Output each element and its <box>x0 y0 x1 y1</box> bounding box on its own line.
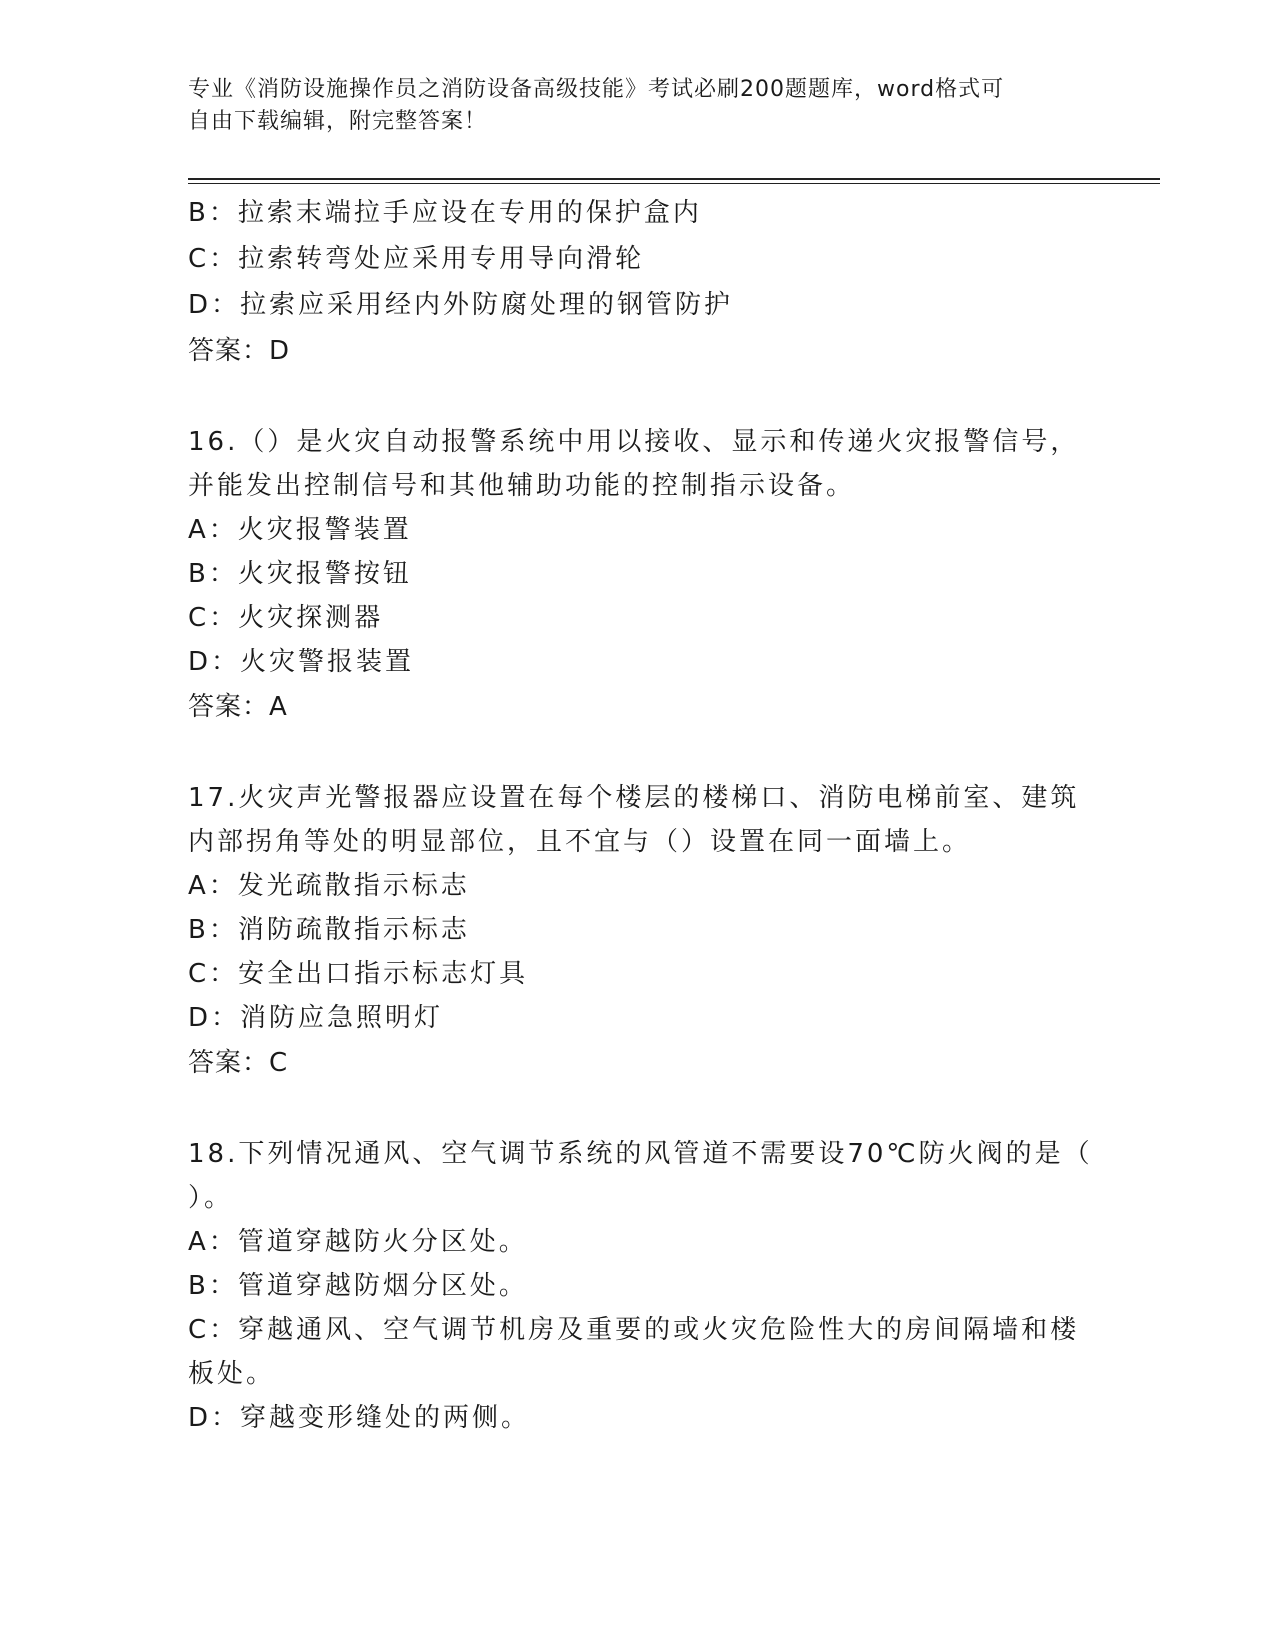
question-block-18 <box>188 1132 1093 1440</box>
option-d: D：穿越变形缝处的两侧。 <box>188 1403 531 1433</box>
option-a: A：管道穿越防火分区处。 <box>188 1227 528 1257</box>
option-a: A：发光疏散指示标志 <box>188 871 470 901</box>
header-divider-thin <box>188 183 1160 184</box>
option-c: C：火灾探测器 <box>188 603 384 633</box>
question-stem-line-1: 18.下列情况通风、空气调节系统的风管道不需要设70℃防火阀的是（ <box>188 1139 1093 1169</box>
question-block-17 <box>188 776 1088 1086</box>
option-b: B：管道穿越防烟分区处。 <box>188 1271 528 1301</box>
option-c-line-1: C：穿越通风、空气调节机房及重要的或火灾危险性大的房间隔墙和楼 <box>188 1315 1080 1345</box>
option-c-line-2: 板处。 <box>188 1359 276 1389</box>
question-stem-line-2: 并能发出控制信号和其他辅助功能的控制指示设备。 <box>188 471 856 501</box>
answer-text: 答案：A <box>188 692 288 722</box>
option-d: D：拉索应采用经内外防腐处理的钢管防护 <box>188 290 734 320</box>
option-c: C：安全出口指示标志灯具 <box>188 959 529 989</box>
question-list <box>188 190 1093 1440</box>
header-line-1: 专业《消防设施操作员之消防设备高级技能》考试必刷200题题库，word格式可 <box>188 77 1005 102</box>
header-divider-thick <box>188 178 1160 180</box>
option-c: C：拉索转弯处应采用专用导向滑轮 <box>188 244 645 274</box>
option-d: D：消防应急照明灯 <box>188 1003 444 1033</box>
question-stem-line-1: 17.火灾声光警报器应设置在每个楼层的楼梯口、消防电梯前室、建筑 <box>188 783 1080 813</box>
answer-text: 答案：D <box>188 336 291 366</box>
question-stem-line-2: 内部拐角等处的明显部位，且不宜与（）设置在同一面墙上。 <box>188 827 972 857</box>
answer-text: 答案：C <box>188 1048 289 1078</box>
option-d: D：火灾警报装置 <box>188 647 415 677</box>
option-b: B：拉索末端拉手应设在专用的保护盒内 <box>188 198 702 228</box>
option-b: B：消防疏散指示标志 <box>188 915 470 945</box>
option-b: B：火灾报警按钮 <box>188 559 412 589</box>
question-stem-line-1: 16.（）是火灾自动报警系统中用以接收、显示和传递火灾报警信号， <box>188 427 1080 457</box>
question-stem-line-2: ）。 <box>188 1183 234 1213</box>
question-block-16 <box>188 420 1088 730</box>
document-header <box>188 74 1088 138</box>
header-line-2: 自由下载编辑，附完整答案！ <box>188 109 488 134</box>
option-a: A：火灾报警装置 <box>188 515 412 545</box>
question-block-15 <box>188 190 1088 374</box>
